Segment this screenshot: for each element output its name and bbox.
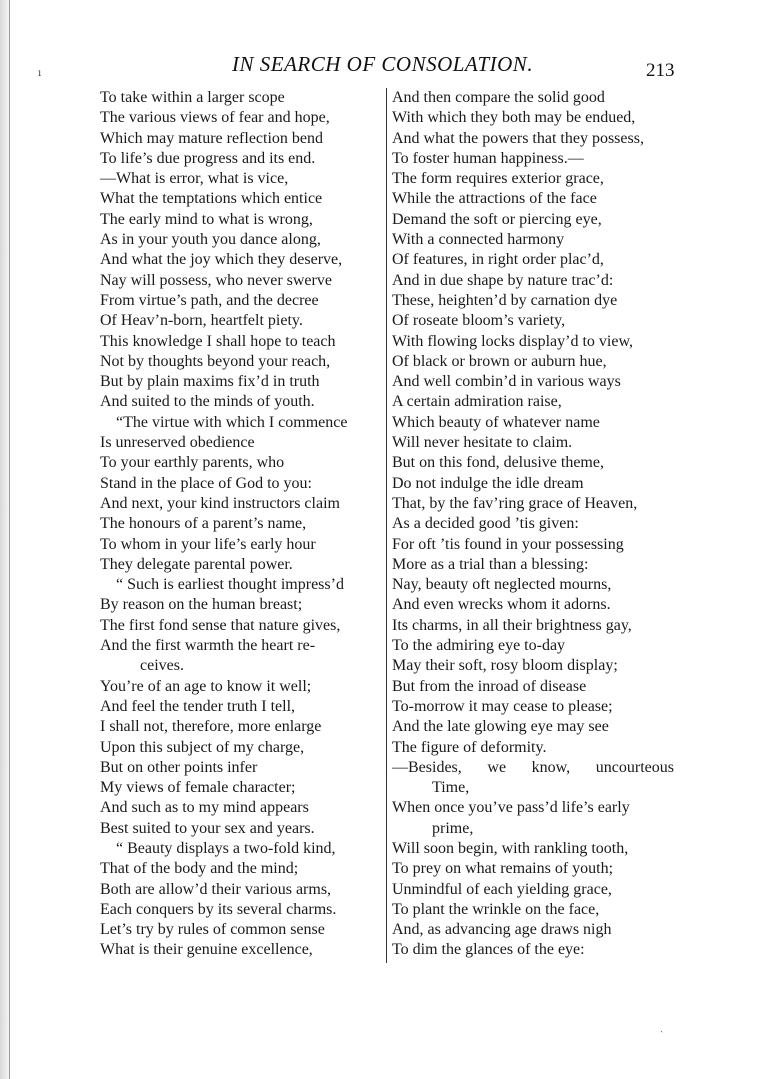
poem-line: What is their genuine excellence, [100, 941, 313, 959]
poem-line: And, as advancing age draws nigh [392, 921, 612, 939]
poem-line: And such as to my mind appears [100, 799, 309, 817]
poem-line: They delegate parental power. [100, 555, 293, 573]
margin-mark: ı [38, 68, 42, 79]
poem-line: For oft ’tis found in your possessing [392, 535, 624, 553]
poem-line: “ Such is earliest thought impress’d [116, 576, 344, 594]
poem-line: Nay, beauty oft neglected mourns, [392, 576, 612, 594]
poem-line: And the late glowing eye may see [392, 718, 609, 736]
poem-line: Time, [432, 779, 470, 797]
poem-line: Demand the soft or piercing eye, [392, 210, 602, 228]
poem-line: But on this fond, delusive theme, [392, 454, 604, 472]
column-divider [386, 88, 387, 963]
page-speck: ˎ [660, 1022, 664, 1033]
running-head: IN SEARCH OF CONSOLATION. [232, 52, 534, 76]
poem-line: Which may mature reflection bend [100, 129, 324, 147]
poem-line: And then compare the solid good [392, 89, 605, 106]
poem-line: To the admiring eye to-day [392, 637, 566, 655]
poem-line: That, by the fav’ring grace of Heaven, [392, 494, 638, 512]
poem-line: The early mind to what is wrong, [100, 210, 313, 228]
poem-line: These, heighten’d by carnation dye [392, 291, 618, 309]
page-number: 213 [646, 60, 675, 81]
poem-line: —What is error, what is vice, [100, 170, 289, 188]
poem-line: May their soft, rosy bloom display; [392, 657, 618, 675]
poem-line: This knowledge I shall hope to teach [100, 332, 336, 350]
poem-line: To plant the wrinkle on the face, [392, 900, 600, 918]
poem-line: prime, [432, 819, 474, 837]
poem-line: But on other points infer [100, 758, 258, 776]
poem-line: Stand in the place of God to you: [100, 474, 312, 492]
poem-line: What the temptations which entice [100, 190, 323, 208]
poem-line: By reason on the human breast; [100, 596, 303, 614]
poem-line: And what the powers that they possess, [392, 129, 644, 147]
poem-line: But by plain maxims fix’d in truth [100, 373, 320, 391]
poem-line: “ Beauty displays a two-fold kind, [116, 839, 336, 857]
poem-line: Will never hesitate to claim. [392, 434, 573, 452]
page-binding-edge [0, 0, 10, 1079]
poem-line: To-morrow it may cease to please; [392, 697, 613, 715]
poem-line: To your earthly parents, who [100, 454, 285, 472]
poem-line: Both are allow’d their various arms, [100, 880, 332, 898]
poem-line: More as a trial than a blessing: [392, 555, 589, 573]
poem-line: Not by thoughts beyond your reach, [100, 352, 331, 370]
poem-line: A certain admiration raise, [392, 393, 562, 411]
poem-line: Nay will possess, who never swerve [100, 271, 332, 289]
poem-line: The figure of deformity. [392, 738, 547, 756]
poem-line: And feel the tender truth I tell, [100, 697, 296, 715]
poem-line: And suited to the minds of youth. [100, 393, 315, 411]
poem-line: As in your youth you dance along, [100, 231, 321, 249]
poem-line: To dim the glances of the eye: [392, 941, 585, 959]
poem-line: And in due shape by nature trac’d: [392, 271, 614, 289]
poem-line: Of black or brown or auburn hue, [392, 352, 607, 370]
poem-line: You’re of an age to know it well; [100, 677, 312, 695]
poem-line: While the attractions of the face [392, 190, 597, 208]
poem-line: Unmindful of each yielding grace, [392, 880, 612, 898]
poem-line: As a decided good ’tis given: [392, 515, 579, 533]
poem-line: The first fond sense that nature gives, [100, 616, 341, 634]
poem-line: Its charms, in all their brightness gay, [392, 616, 632, 634]
poem-line: To life’s due progress and its end. [100, 149, 316, 167]
poem-line: My views of female character; [100, 779, 296, 797]
poem-line: To take within a larger scope [100, 89, 285, 106]
poem-line: That of the body and the mind; [100, 860, 299, 878]
poem-line: To foster human happiness.— [392, 149, 584, 167]
poem-line: With a connected harmony [392, 231, 565, 249]
poem-line: To prey on what remains of youth; [392, 860, 614, 878]
poem-line: The honours of a parent’s name, [100, 515, 307, 533]
poem-line: With flowing locks display’d to view, [392, 332, 633, 350]
poem-line: ceives. [140, 657, 184, 675]
right-poem-column [392, 88, 674, 961]
poem-line: Of roseate bloom’s variety, [392, 312, 566, 330]
poem-line: Let’s try by rules of common sense [100, 921, 325, 939]
poem-line: Each conquers by its several charms. [100, 900, 337, 918]
poem-line: And even wrecks whom it adorns. [392, 596, 611, 614]
poem-line: I shall not, therefore, more enlarge [100, 718, 322, 736]
poem-line: When once you’ve pass’d life’s early [392, 799, 630, 817]
poem-line: Upon this subject of my charge, [100, 738, 305, 756]
poem-line: “The virtue with which I commence [116, 413, 348, 431]
poem-line: Do not indulge the idle dream [392, 474, 584, 492]
poem-line: And well combin’d in various ways [392, 373, 621, 391]
poem-line: With which they both may be endued, [392, 109, 636, 127]
poem-line: But from the inroad of disease [392, 677, 587, 695]
poem-line: Of features, in right order plac’d, [392, 251, 604, 269]
poem-line: The various views of fear and hope, [100, 109, 330, 127]
poem-line: And the first warmth the heart re- [100, 637, 316, 655]
poem-line: —Besides, we know, uncourteous [392, 758, 674, 776]
poem-line: Of Heav’n-born, heartfelt piety. [100, 312, 303, 330]
poem-line: Is unreserved obedience [100, 434, 255, 452]
poem-line: Which beauty of whatever name [392, 413, 600, 431]
poem-line: Will soon begin, with rankling tooth, [392, 839, 629, 857]
left-poem-column [100, 88, 382, 961]
poem-line: To whom in your life’s early hour [100, 535, 316, 553]
poem-line: Best suited to your sex and years. [100, 819, 315, 837]
poem-line: The form requires exterior grace, [392, 170, 604, 188]
poem-line: And what the joy which they deserve, [100, 251, 343, 269]
poem-line: And next, your kind instructors claim [100, 494, 340, 512]
poem-line: From virtue’s path, and the decree [100, 291, 319, 309]
